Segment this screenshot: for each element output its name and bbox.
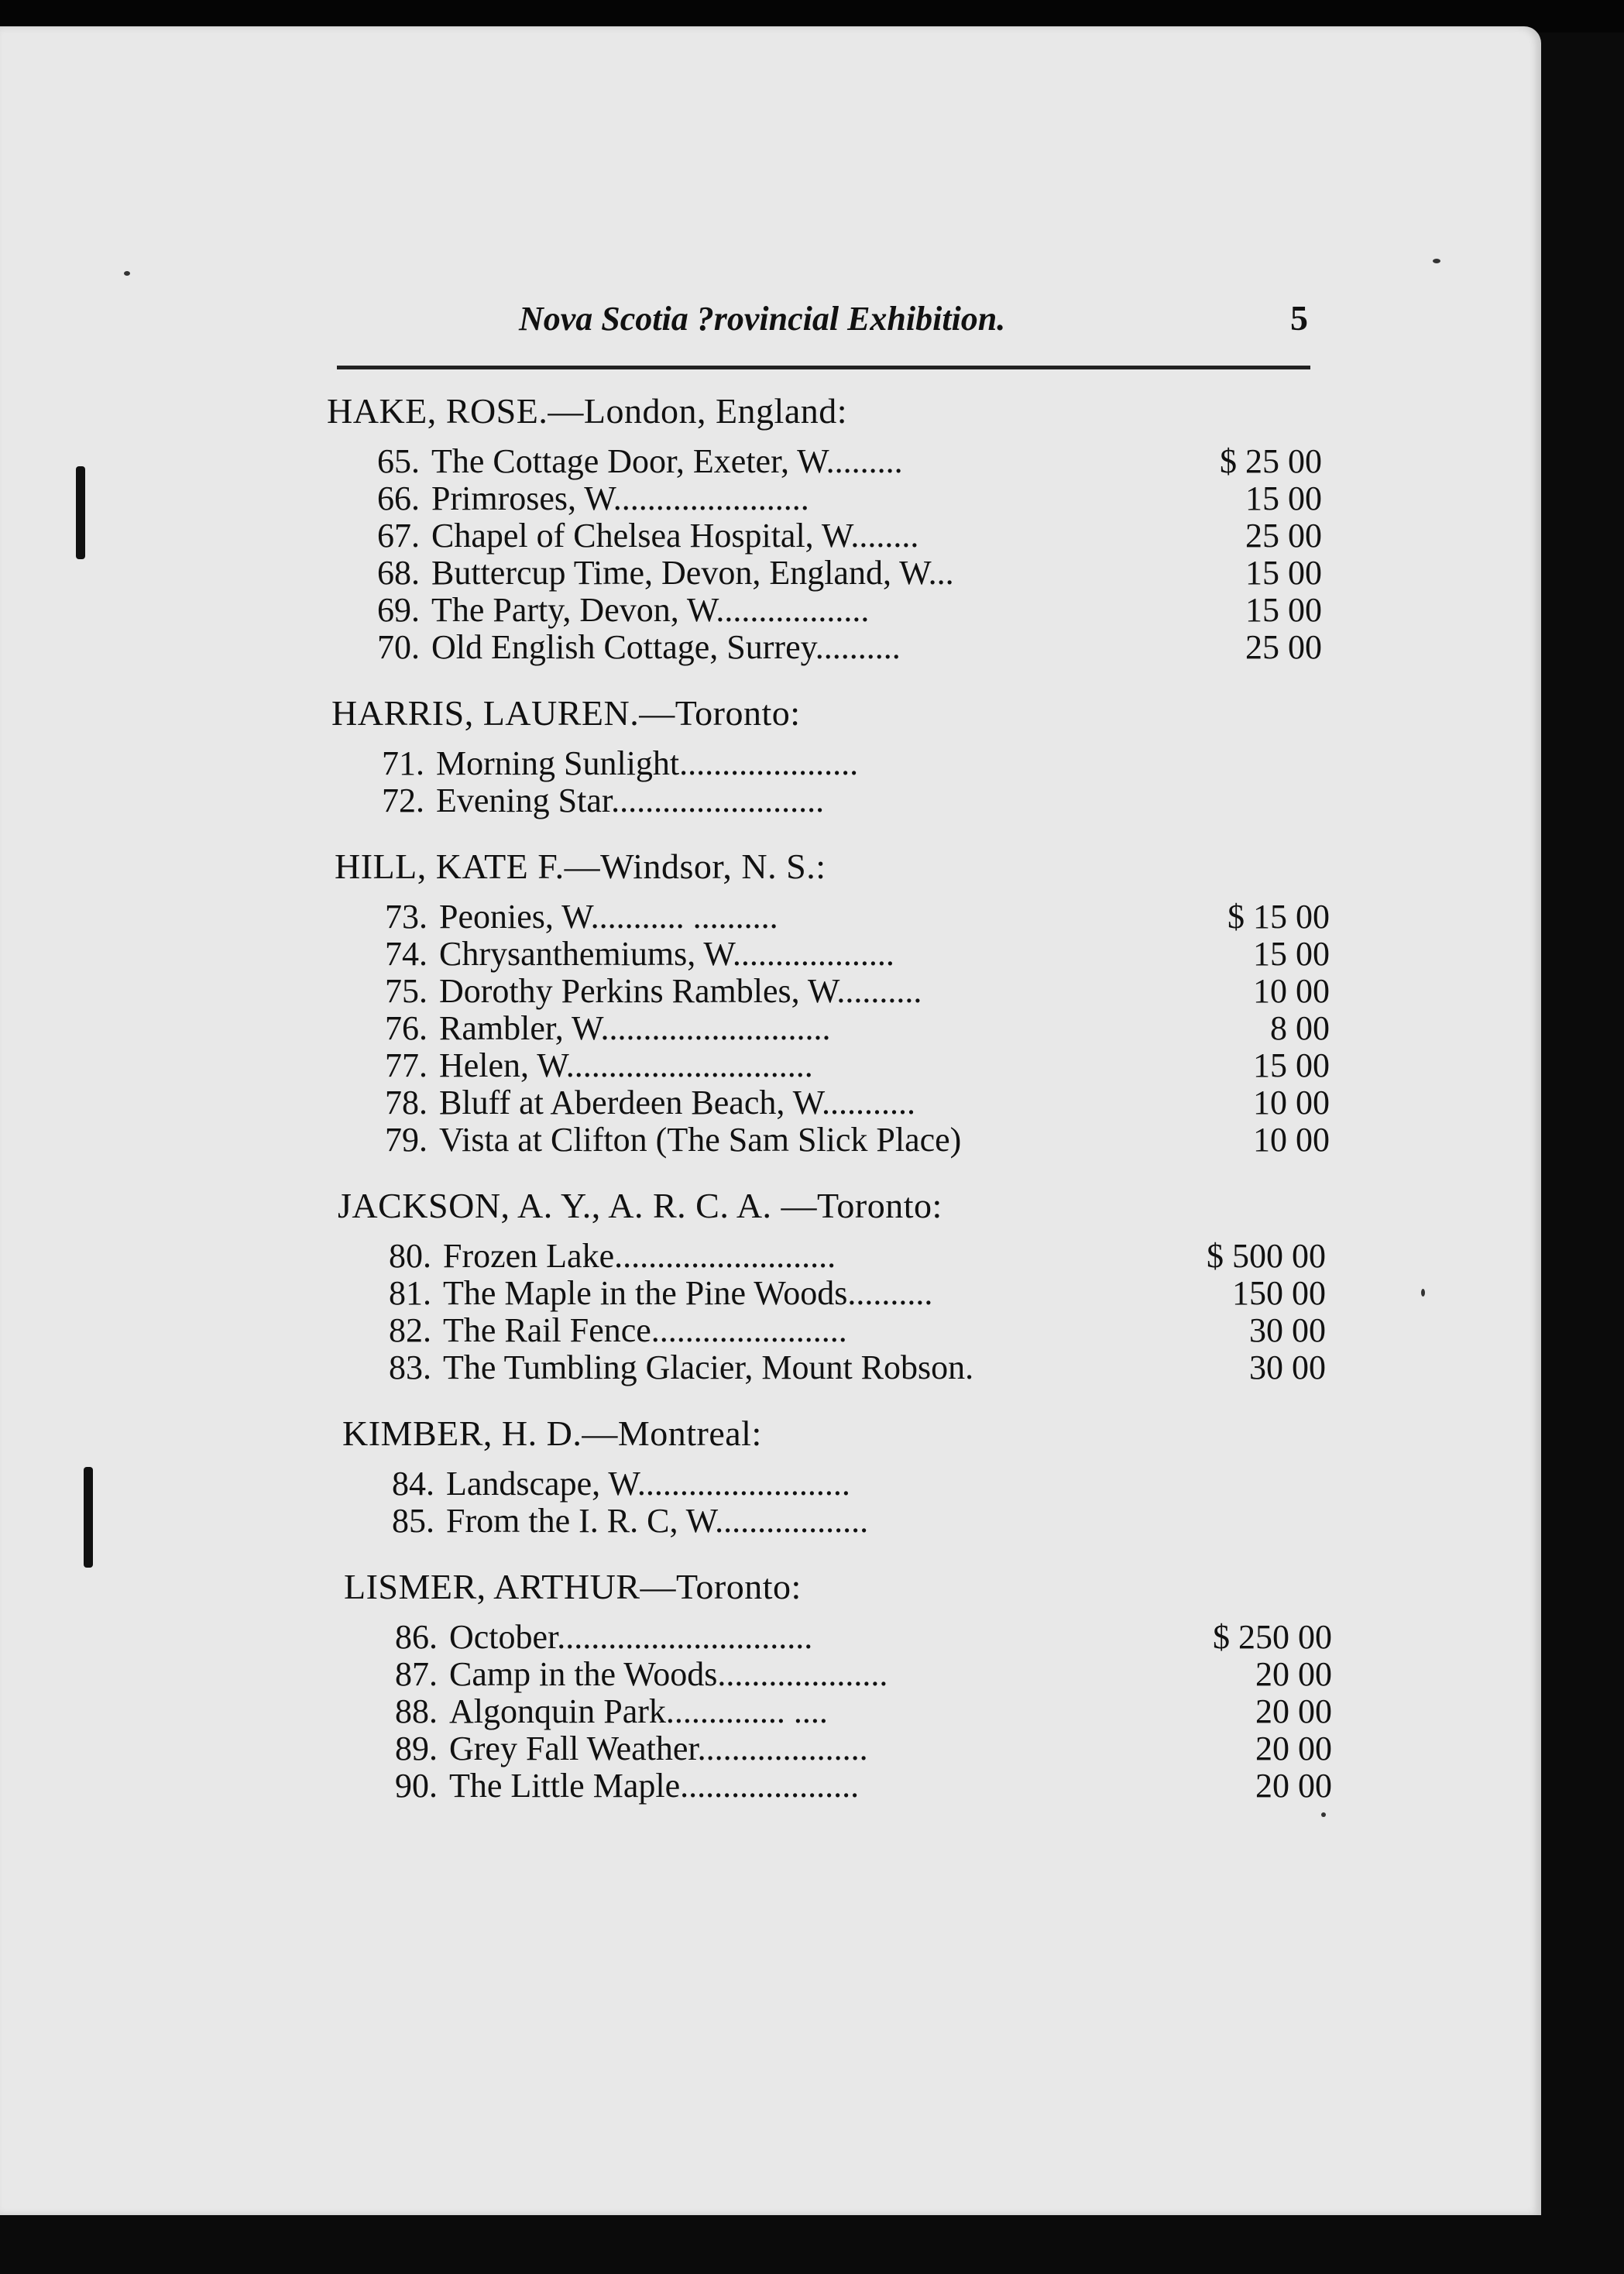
catalogue-entry <box>338 479 1322 516</box>
entry-price: $ 15 00 <box>1227 898 1330 936</box>
entry-price: $ 250 00 <box>1213 1618 1332 1656</box>
entry-title: Grey Fall Weather.................... <box>449 1730 868 1767</box>
entry-price: 30 00 <box>1249 1348 1326 1386</box>
artist-heading: JACKSON, A. Y., A. R. C. A. —Toronto: <box>338 1186 942 1225</box>
entry-title: Camp in the Woods.................... <box>449 1655 888 1693</box>
catalogue-entry <box>343 744 1327 781</box>
catalogue-entry <box>353 1501 1329 1538</box>
catalogue-entry <box>346 897 1330 934</box>
catalogue-entry <box>346 1120 1330 1157</box>
entry-title: Peonies, W........... .......... <box>439 898 778 936</box>
entry-title: Chrysanthemiums, W................... <box>439 935 894 973</box>
speck <box>124 271 130 276</box>
entry-number: 75. <box>385 972 427 1010</box>
entry-number: 88. <box>395 1692 438 1730</box>
entry-price: 10 00 <box>1253 972 1330 1010</box>
entry-number: 68. <box>377 554 420 592</box>
entry-title: Vista at Clifton (The Sam Slick Place) <box>439 1121 962 1159</box>
catalogue-entry <box>338 590 1322 627</box>
entry-price: 10 00 <box>1253 1121 1330 1159</box>
entry-price: $ 25 00 <box>1220 442 1322 480</box>
catalogue-entry <box>350 1310 1326 1348</box>
artist-heading: HILL, KATE F.—Windsor, N. S.: <box>335 847 826 886</box>
entry-number: 74. <box>385 935 427 973</box>
entry-title: The Party, Devon, W.................. <box>431 591 870 629</box>
catalogue-entry <box>346 1008 1330 1046</box>
catalogue-entry <box>338 516 1322 553</box>
catalogue-entry <box>346 1083 1330 1120</box>
catalogue-entry <box>338 627 1322 665</box>
speck <box>1421 1289 1425 1297</box>
entry-title: The Rail Fence....................... <box>443 1311 847 1349</box>
entry-price: 15 00 <box>1245 554 1322 592</box>
entry-price: 8 00 <box>1270 1009 1330 1047</box>
entry-title: Frozen Lake.......................... <box>443 1237 836 1275</box>
entry-title: The Tumbling Glacier, Mount Robson. <box>443 1348 974 1386</box>
catalogue-entry <box>350 1273 1326 1310</box>
entry-title: Old English Cottage, Surrey.......... <box>431 628 901 666</box>
entry-number: 89. <box>395 1730 438 1767</box>
entry-number: 71. <box>382 744 424 782</box>
entry-price: 10 00 <box>1253 1084 1330 1122</box>
catalogue-entry <box>346 934 1330 971</box>
catalogue-entry <box>346 971 1330 1008</box>
entry-title: Evening Star......................... <box>436 781 825 819</box>
catalogue-entry <box>356 1654 1332 1692</box>
entry-number: 77. <box>385 1046 427 1084</box>
entry-price: 15 00 <box>1253 935 1330 973</box>
entry-price: 20 00 <box>1255 1767 1332 1805</box>
entry-number: 72. <box>382 781 424 819</box>
entry-number: 82. <box>389 1311 431 1349</box>
entry-price: 150 00 <box>1232 1274 1326 1312</box>
catalogue-entry <box>356 1617 1332 1654</box>
entry-title: The Maple in the Pine Woods.......... <box>443 1274 933 1312</box>
entry-number: 85. <box>392 1502 434 1540</box>
artist-heading: HAKE, ROSE.—London, England: <box>327 391 848 431</box>
speck <box>1321 1812 1326 1817</box>
artist-heading: KIMBER, H. D.—Montreal: <box>342 1414 762 1453</box>
entry-title: Primroses, W....................... <box>431 479 809 517</box>
entry-number: 69. <box>377 591 420 629</box>
document-page <box>0 26 1541 2215</box>
speck <box>1433 259 1440 263</box>
artist-heading: HARRIS, LAUREN.—Toronto: <box>331 693 801 733</box>
running-header-title: Nova Scotia ?rovincial Exhibition. <box>519 300 1006 338</box>
entry-price: 25 00 <box>1245 517 1322 555</box>
entry-number: 65. <box>377 442 420 480</box>
entry-number: 78. <box>385 1084 427 1122</box>
entry-title: Morning Sunlight..................... <box>436 744 859 782</box>
entry-title: The Cottage Door, Exeter, W......... <box>431 442 903 480</box>
entry-number: 79. <box>385 1121 427 1159</box>
catalogue-entry <box>356 1692 1332 1729</box>
artist-heading: LISMER, ARTHUR—Toronto: <box>344 1567 802 1606</box>
entry-price: 25 00 <box>1245 628 1322 666</box>
entry-number: 67. <box>377 517 420 555</box>
entry-title: Chapel of Chelsea Hospital, W........ <box>431 517 919 555</box>
page-number: 5 <box>1290 298 1308 338</box>
entry-price: $ 500 00 <box>1207 1237 1326 1275</box>
entry-number: 86. <box>395 1618 438 1656</box>
entry-number: 66. <box>377 479 420 517</box>
entry-title: October.............................. <box>449 1618 813 1656</box>
entry-number: 80. <box>389 1237 431 1275</box>
entry-number: 84. <box>392 1465 434 1503</box>
catalogue-entry <box>350 1348 1326 1385</box>
entry-title: Landscape, W......................... <box>446 1465 850 1503</box>
entry-title: Buttercup Time, Devon, England, W... <box>431 554 954 592</box>
entry-title: Helen, W............................. <box>439 1046 813 1084</box>
entry-number: 83. <box>389 1348 431 1386</box>
catalogue-entry <box>356 1729 1332 1766</box>
entry-number: 73. <box>385 898 427 936</box>
catalogue-entry <box>338 553 1322 590</box>
catalogue-entry <box>338 441 1322 479</box>
entry-price: 15 00 <box>1253 1046 1330 1084</box>
entry-number: 81. <box>389 1274 431 1312</box>
entry-price: 20 00 <box>1255 1730 1332 1767</box>
binding-mark-upper <box>76 466 85 559</box>
entry-number: 76. <box>385 1009 427 1047</box>
header-rule <box>337 366 1310 369</box>
binding-mark-lower <box>84 1467 93 1568</box>
entry-price: 15 00 <box>1245 591 1322 629</box>
entry-title: Bluff at Aberdeen Beach, W........... <box>439 1084 916 1122</box>
entry-price: 20 00 <box>1255 1692 1332 1730</box>
entry-title: Algonquin Park.............. .... <box>449 1692 828 1730</box>
entry-number: 70. <box>377 628 420 666</box>
entry-number: 90. <box>395 1767 438 1805</box>
entry-price: 20 00 <box>1255 1655 1332 1693</box>
catalogue-entry <box>343 781 1327 818</box>
entry-number: 87. <box>395 1655 438 1693</box>
catalogue-entry <box>356 1766 1332 1803</box>
catalogue-entry <box>353 1464 1329 1501</box>
entry-title: The Little Maple..................... <box>449 1767 860 1805</box>
entry-title: Rambler, W........................... <box>439 1009 831 1047</box>
entry-price: 30 00 <box>1249 1311 1326 1349</box>
catalogue-entry <box>346 1046 1330 1083</box>
catalogue-entry <box>350 1236 1326 1273</box>
entry-title: From the I. R. C, W.................. <box>446 1502 869 1540</box>
entry-title: Dorothy Perkins Rambles, W.......... <box>439 972 922 1010</box>
entry-price: 15 00 <box>1245 479 1322 517</box>
